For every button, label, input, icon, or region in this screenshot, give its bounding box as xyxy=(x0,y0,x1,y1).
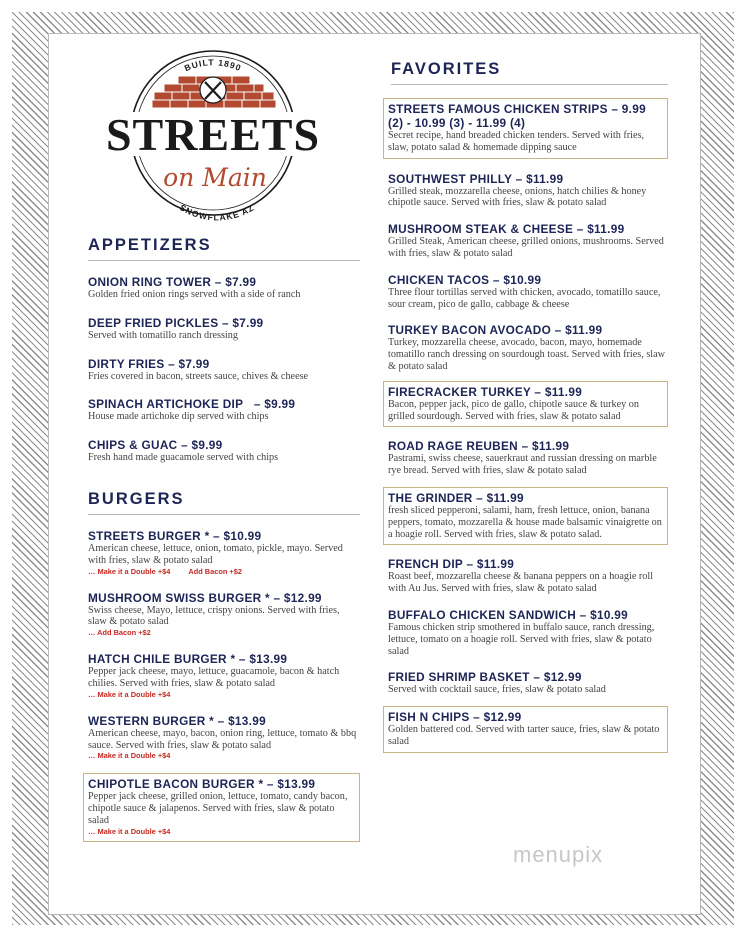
svg-text:BUILT 1890 xyxy=(183,57,243,73)
menu-item xyxy=(88,591,360,639)
menu-item xyxy=(88,357,360,383)
burgers-title: BURGERS xyxy=(88,490,360,515)
item-name: ONION RING TOWER – $7.99 xyxy=(88,275,257,289)
item-addons xyxy=(88,628,360,638)
menu-item xyxy=(88,529,360,577)
logo-location-text: SNOWFLAKE AZ xyxy=(177,202,257,223)
item-description: American cheese, lettuce, onion, tomato, pickle, mayo. Served with fries, slaw & potato salad xyxy=(88,542,343,566)
menu-item-featured xyxy=(383,487,668,545)
watermark: menupix xyxy=(513,842,604,867)
item-addons xyxy=(88,690,360,700)
item-description: Golden battered cod. Served with tarter sauce, fries, slaw & potato salad xyxy=(388,724,660,747)
addon-label: … Make it a Double +$4 xyxy=(88,689,171,699)
item-name: MUSHROOM SWISS BURGER * – $12.99 xyxy=(88,590,322,605)
item-name: SOUTHWEST PHILLY – $11.99 xyxy=(388,171,564,186)
addon-label: … Make it a Double +$4 xyxy=(88,751,171,761)
item-name: CHIPS & GUAC – $9.99 xyxy=(88,438,223,453)
menu-item xyxy=(88,397,360,423)
item-name: STREETS BURGER * – $10.99 xyxy=(88,528,262,543)
item-name: BUFFALO CHICKEN SANDWICH – $10.99 xyxy=(388,607,628,622)
menu-item xyxy=(88,714,360,762)
menu-item xyxy=(388,273,668,311)
addon-label: Add Bacon +$2 xyxy=(188,566,242,576)
logo-script-text: on Main xyxy=(163,163,267,192)
item-addons xyxy=(88,567,360,577)
item-description: Pastrami, swiss cheese, sauerkraut and russian dressing on marble rye bread. Served with fries, slaw & potato salad xyxy=(388,453,657,477)
right-column xyxy=(388,60,668,753)
menu-item xyxy=(388,670,668,696)
favorites-title: FAVORITES xyxy=(391,60,668,85)
item-description: Pepper jack cheese, mayo, lettuce, guacamole, bacon & hatch chilies. Served with fries, slaw & potato salad xyxy=(88,666,340,689)
menu-item xyxy=(88,652,360,700)
menu-item xyxy=(388,439,668,477)
item-description: Secret recipe, hand breaded chicken tenders. Served with fries, slaw, potato salad & homemade dipping sauce xyxy=(388,130,644,153)
item-name: FRENCH DIP – $11.99 xyxy=(388,557,515,572)
fork-and-knife-icon xyxy=(200,77,226,103)
menu-item xyxy=(88,438,360,464)
restaurant-logo xyxy=(78,46,348,226)
item-name: SPINACH ARTICHOKE DIP – $9.99 xyxy=(88,397,296,412)
left-column xyxy=(88,236,360,842)
addon-label: … Add Bacon +$2 xyxy=(88,628,151,638)
item-addons xyxy=(88,827,355,837)
item-description: Served with cocktail sauce, fries, slaw & potato salad xyxy=(388,684,606,696)
item-description: Turkey, mozzarella cheese, avocado, bacon, mayo, homemade tomatillo ranch dressing on sourdough toast. Served with fries, slaw & potato salad xyxy=(388,337,665,372)
logo-built-text: BUILT 1890 xyxy=(182,57,244,74)
item-name: TURKEY BACON AVOCADO – $11.99 xyxy=(388,323,603,338)
item-description: fresh sliced pepperoni, salami, ham, fresh lettuce, onion, banana peppers, tomato, mozzarella & house made balsamic vinaigrette on a hoagie roll. Served with fries, slaw & potato salad. xyxy=(388,504,662,540)
logo-name-text: STREETS xyxy=(105,109,321,160)
menu-item xyxy=(88,316,360,342)
addon-label: … Make it a Double +$4 xyxy=(88,566,171,576)
menu-item-featured xyxy=(383,98,668,159)
menu-item xyxy=(88,275,360,301)
item-name: FISH N CHIPS – $12.99 xyxy=(388,710,522,725)
item-name: FRIED SHRIMP BASKET – $12.99 xyxy=(388,670,582,685)
item-description: Bacon, pepper jack, pico de gallo, chipotle sauce & turkey on grilled sourdough. Served with fries, slaw & potato salad xyxy=(388,398,639,422)
menu-item-featured xyxy=(383,381,668,428)
burgers-section xyxy=(88,490,360,842)
item-name: CHICKEN TACOS – $10.99 xyxy=(388,272,542,287)
item-name: THE GRINDER – $11.99 xyxy=(388,490,524,505)
item-addons xyxy=(88,751,360,761)
item-name: DEEP FRIED PICKLES – $7.99 xyxy=(88,315,264,330)
appetizers-title: APPETIZERS xyxy=(88,236,360,261)
menu-item xyxy=(388,222,668,260)
item-description: Grilled Steak, American cheese, grilled onions, mushrooms. Served with fries, slaw & potato salad xyxy=(388,236,664,259)
addon-label: … Make it a Double +$4 xyxy=(88,826,171,836)
item-description: Pepper jack cheese, grilled onion, lettuce, tomato, candy bacon, chipotle sauce & jalapenos. Served with fries, slaw & potato salad xyxy=(88,791,348,826)
item-name: WESTERN BURGER * – $13.99 xyxy=(88,713,266,728)
item-description: American cheese, mayo, bacon, onion ring, lettuce, tomato & bbq sauce. Served with fries, slaw & potato salad xyxy=(88,727,357,751)
item-description: House made artichoke dip served with chips xyxy=(88,411,269,423)
item-description: Fresh hand made guacamole served with chips xyxy=(88,452,279,464)
svg-text:SNOWFLAKE AZ xyxy=(178,202,256,222)
menu-item xyxy=(388,323,668,372)
item-description: Famous chicken strip smothered in buffalo sauce, ranch dressing, lettuce, tomato on a hoagie roll. Served with fries, slaw & potato salad xyxy=(388,621,655,657)
menu-item xyxy=(388,557,668,595)
item-name: STREETS FAMOUS CHICKEN STRIPS – 9.99 (2) - 10.99 (3) - 11.99 (4) xyxy=(388,102,646,130)
menu-item xyxy=(388,608,668,657)
menu-item-featured xyxy=(83,773,360,841)
item-name: ROAD RAGE REUBEN – $11.99 xyxy=(388,439,570,454)
item-description: Served with tomatillo ranch dressing xyxy=(88,329,238,341)
item-description: Roast beef, mozzarella cheese & banana peppers on a hoagie roll with Au Jus. Served with fries, slaw & potato salad xyxy=(388,571,654,595)
item-name: MUSHROOM STEAK & CHEESE – $11.99 xyxy=(388,222,625,237)
item-name: HATCH CHILE BURGER * – $13.99 xyxy=(88,652,288,667)
item-description: Grilled steak, mozzarella cheese, onions, hatch chilies & honey chipotle sauce. Served with fries, slaw & potato salad xyxy=(388,185,647,209)
item-description: Fries covered in bacon, streets sauce, chives & cheese xyxy=(88,370,309,382)
item-name: CHIPOTLE BACON BURGER * – $13.99 xyxy=(88,777,316,792)
item-description: Swiss cheese, Mayo, lettuce, crispy onions. Served with fries, slaw & potato salad xyxy=(88,604,340,628)
item-name: FIRECRACKER TURKEY – $11.99 xyxy=(388,384,583,399)
menu-item-featured xyxy=(383,706,668,753)
menu-item xyxy=(388,172,668,210)
item-name: DIRTY FRIES – $7.99 xyxy=(88,356,210,371)
item-description: Three flour tortillas served with chicken, avocado, tomatillo sauce, sour cream, pico de gallo, cabbage & cheese xyxy=(388,286,661,310)
item-description: Golden fried onion rings served with a side of ranch xyxy=(88,289,301,300)
appetizers-section xyxy=(88,236,360,464)
